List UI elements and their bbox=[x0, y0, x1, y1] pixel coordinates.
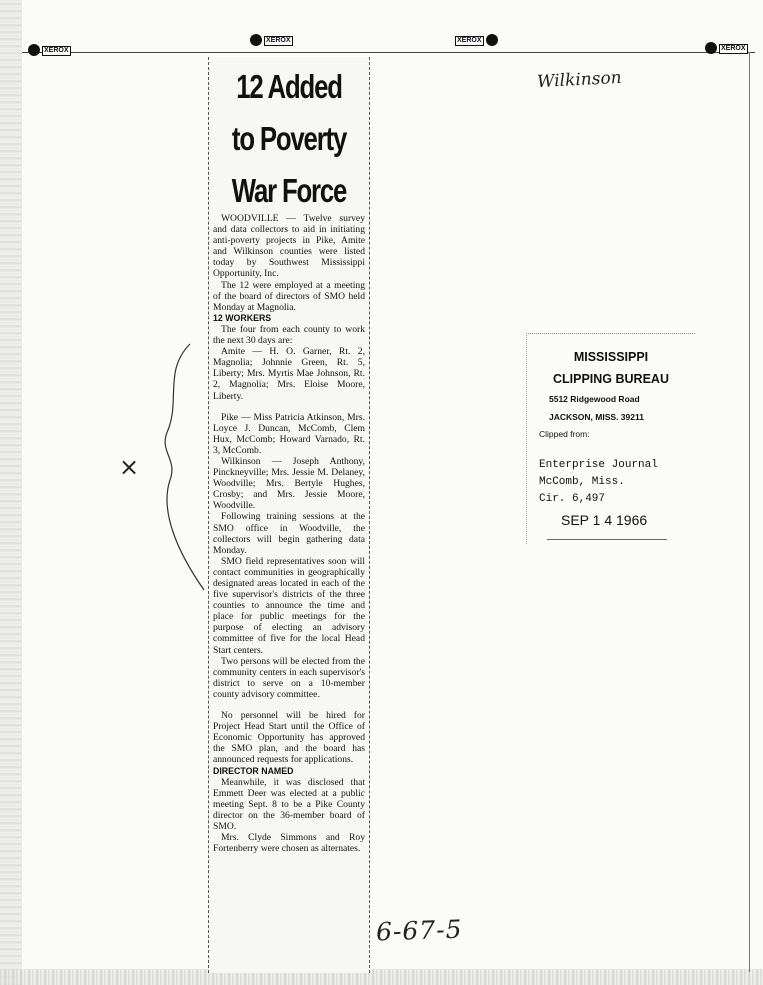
handwritten-x-mark: × bbox=[119, 453, 140, 481]
page-top-rule bbox=[22, 52, 755, 53]
xerox-mark: XEROX bbox=[705, 42, 748, 54]
clipped-from-label: Clipped from: bbox=[539, 429, 590, 439]
paragraph-gap bbox=[213, 402, 365, 412]
xerox-mark: XEROX bbox=[250, 34, 293, 46]
handwritten-note-top: Wilkinson bbox=[536, 67, 623, 93]
clipping-bureau-stamp bbox=[526, 333, 695, 544]
article-paragraph: Amite — H. O. Garner, Rt. 2, Magnolia; Johnnie Green, Rt. 5, Liberty; Mrs. Myrtis Mae Johnson, Rt. 2, Magnolia; Mrs. Eloise Moore, Liberty. bbox=[213, 346, 365, 402]
article-paragraph: Meanwhile, it was disclosed that Emmett Deer was elected at a public meeting Sept. 8 to be a Pike County director on the 36-member board of SMO. bbox=[213, 776, 365, 832]
handwritten-note-bottom: 6-67-5 bbox=[375, 914, 464, 947]
article-paragraph: Pike — Miss Patricia Atkinson, Mrs. Loyce J. Duncan, McComb, Clem Hux, McComb; Howard Varnado, Rt. 3, McComb. bbox=[213, 411, 365, 456]
article-paragraph: Mrs. Clyde Simmons and Roy Fortenberry were chosen as alternates. bbox=[213, 832, 365, 855]
bureau-name-line2: CLIPPING BUREAU bbox=[553, 372, 669, 386]
bureau-name-line1: MISSISSIPPI bbox=[573, 350, 649, 364]
bureau-address-city: JACKSON, MISS. 39211 bbox=[549, 412, 644, 422]
xerox-mark: XEROX bbox=[455, 34, 500, 46]
xerox-mark: XEROX bbox=[28, 44, 71, 56]
article-paragraph: The four from each county to work the next 30 days are: bbox=[213, 323, 365, 347]
bureau-address-street: 5512 Ridgewood Road bbox=[549, 394, 640, 404]
article-paragraph: The 12 were employed at a meeting of the board of directors of SMO held Monday at Magnolia. bbox=[213, 279, 365, 313]
article-paragraph: Two persons will be elected from the community centers in each supervisor's district to serve on a 10-member county advisory committee. bbox=[213, 655, 365, 700]
page-right-rule bbox=[749, 52, 750, 972]
subheading: 12 WORKERS bbox=[213, 312, 272, 323]
article-paragraph: WOODVILLE — Twelve survey and data collectors to aid in initiating anti-poverty projects in Pike, Amite and Wilkinson counties were listed today by Southwest Mississippi Opportunity, Inc. bbox=[213, 213, 365, 280]
headline-line: 12 Added bbox=[236, 68, 342, 105]
headline bbox=[211, 61, 367, 217]
handwritten-bracket-icon bbox=[150, 340, 210, 600]
headline-line: War Force bbox=[231, 172, 347, 209]
source-publication: Enterprise Journal McComb, Miss. Cir. 6,497 bbox=[539, 459, 658, 505]
article-paragraph: Following training sessions at the SMO office in Woodville, the collectors will begin gathering data Monday. bbox=[213, 511, 365, 556]
newspaper-clipping bbox=[208, 57, 370, 973]
article-paragraph: No personnel will be hired for Project Head Start until the Office of Economic Opportunity has approved the SMO plan, and the board has announced requests for applications. bbox=[213, 710, 365, 766]
scan-edge-bottom bbox=[0, 969, 763, 985]
paragraph-gap bbox=[213, 700, 365, 710]
headline-line: to Poverty bbox=[231, 120, 347, 157]
clipping-date: SEP 1 4 1966 bbox=[561, 512, 648, 528]
date-underline bbox=[547, 539, 667, 540]
scan-edge-left bbox=[0, 0, 22, 985]
article-paragraph: SMO field representatives soon will contact communities in geographically designated areas located in each of the five supervisor's districts of the three counties to announce the time and place for public meetings for the purpose of electing an advisory committee of five for the local Head Start centers. bbox=[213, 555, 365, 656]
article-paragraph: Wilkinson — Joseph Anthony, Pinckneyville; Mrs. Jessie M. Delaney, Woodville; Mrs. Bertyle Hughes, Crosby; and Mrs. Jessie Moore, Woodville. bbox=[213, 455, 365, 512]
article-body bbox=[213, 213, 365, 854]
subheading: DIRECTOR NAMED bbox=[213, 765, 294, 776]
